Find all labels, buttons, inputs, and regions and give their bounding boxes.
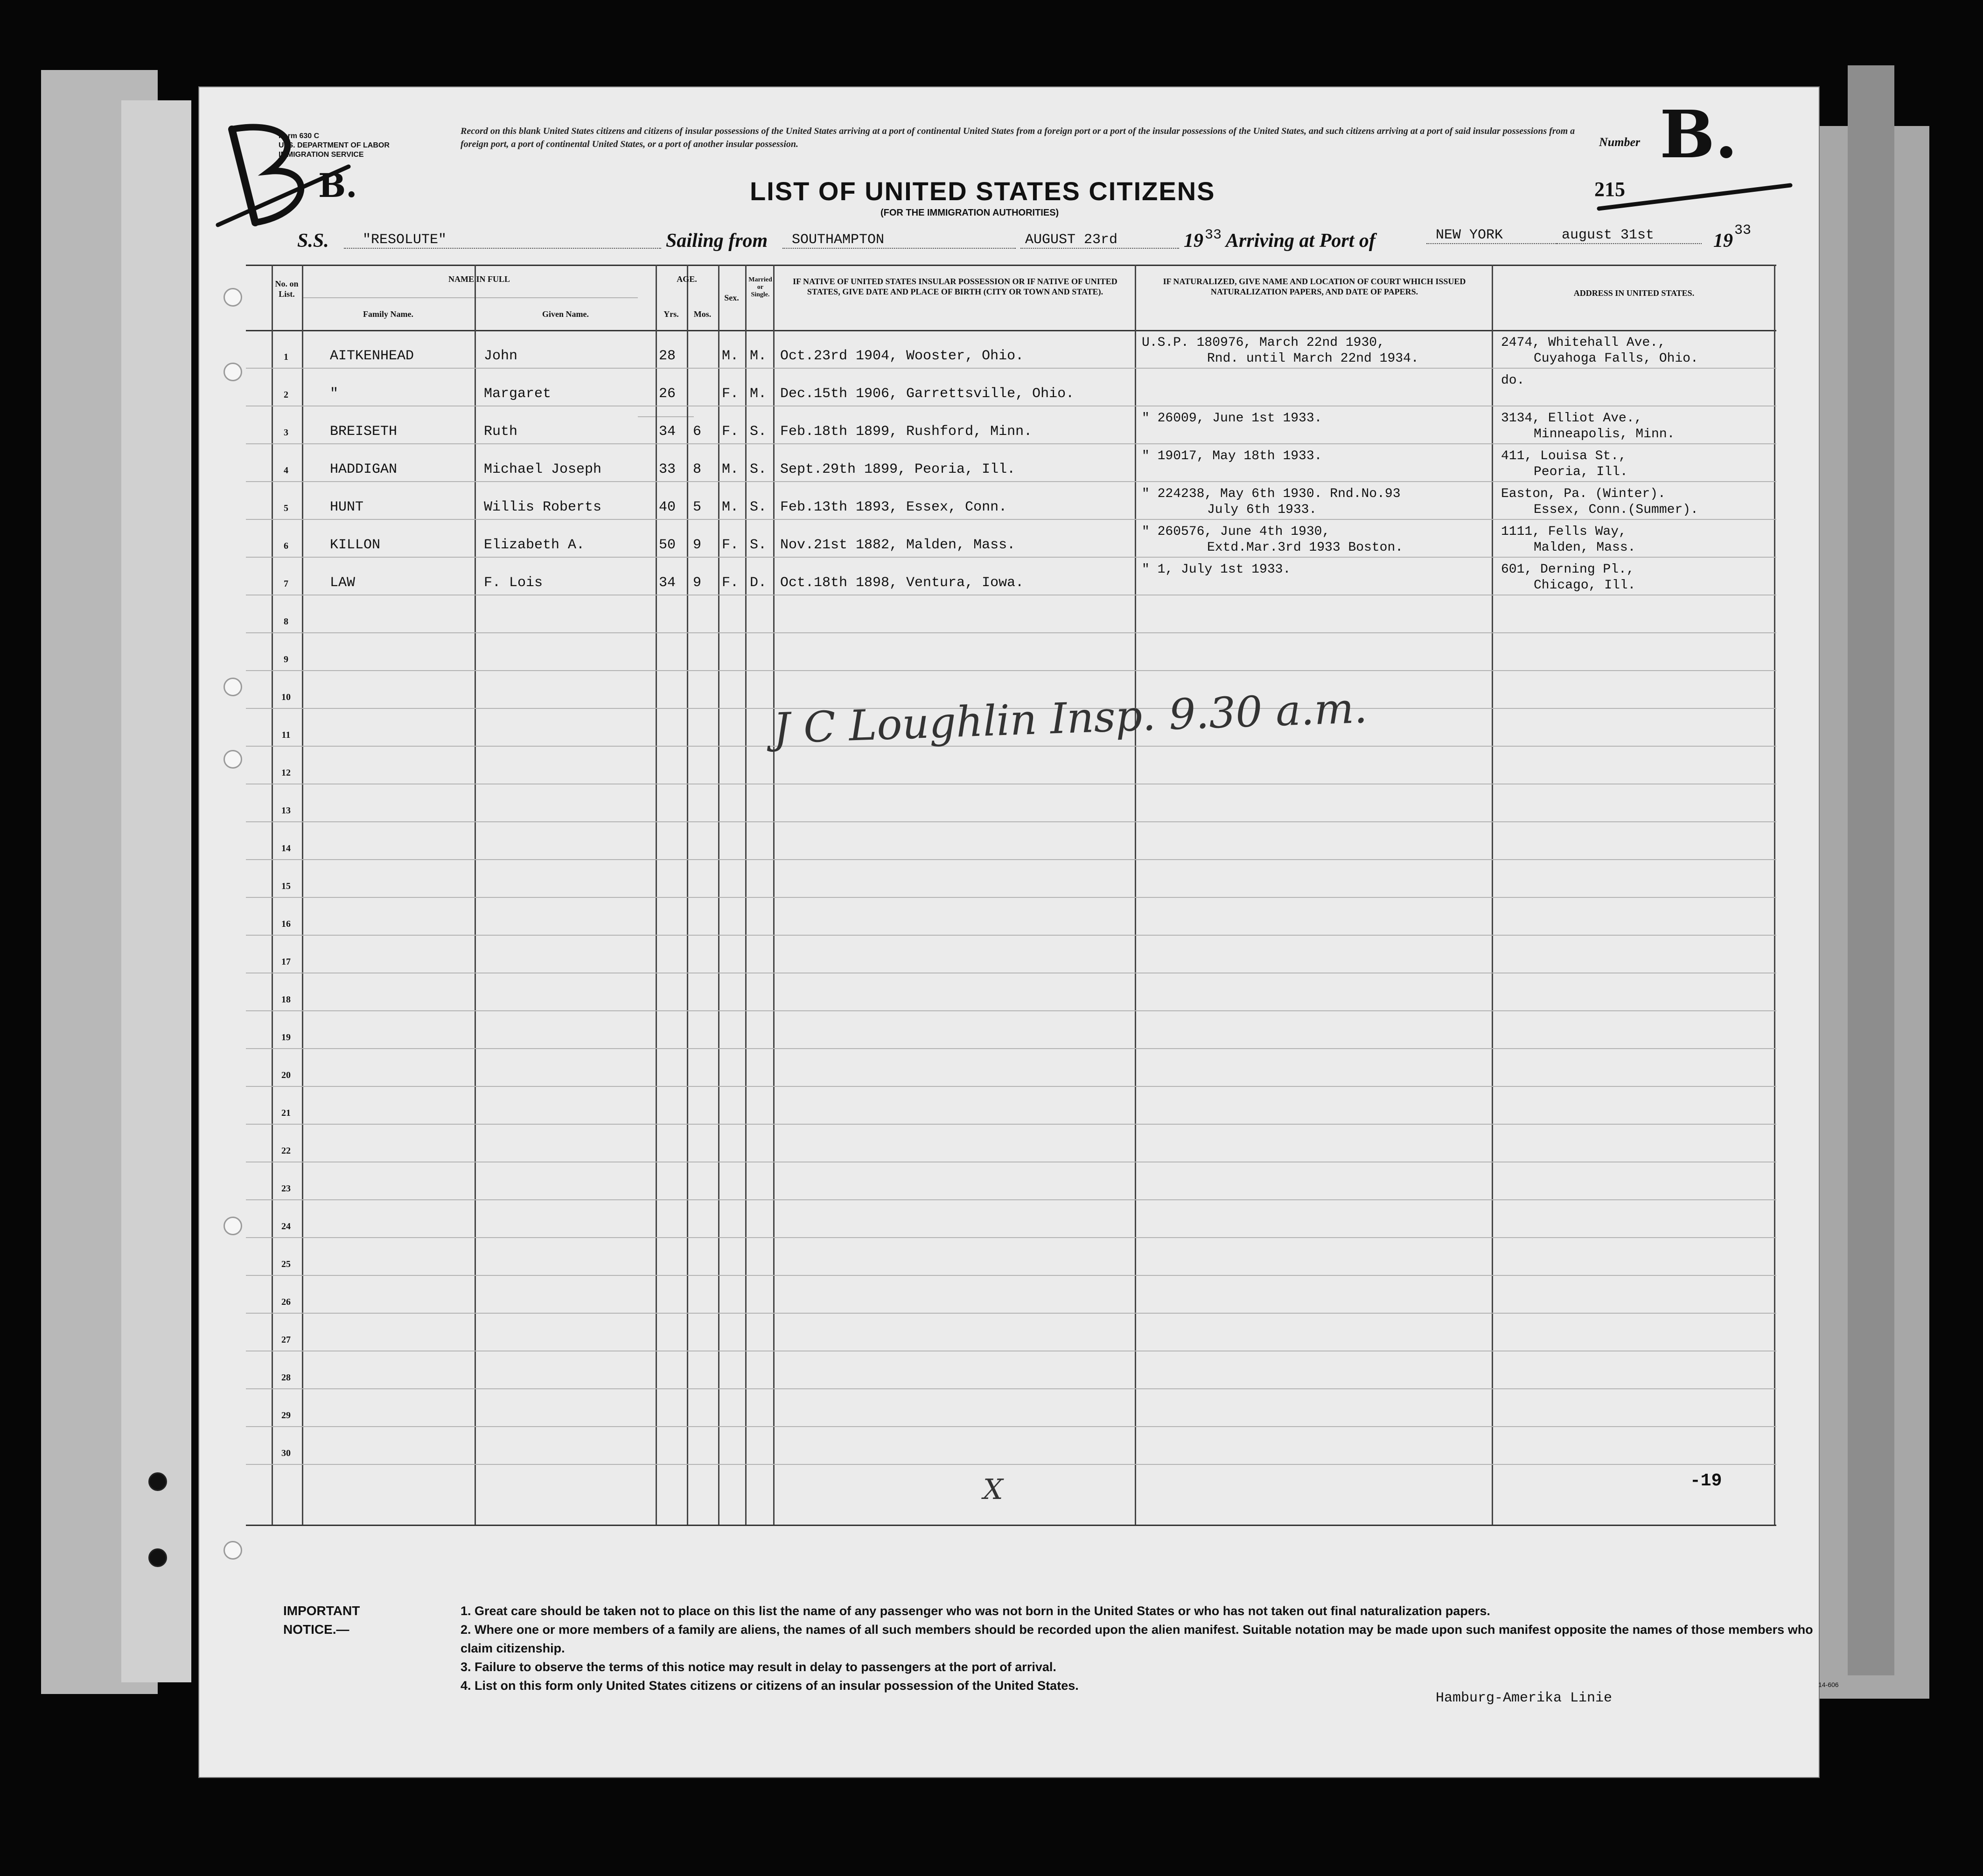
row-rule <box>246 632 1776 633</box>
row-number: 26 <box>281 1297 291 1307</box>
number-label: Number <box>1599 135 1641 149</box>
year-prefix: 19 <box>1184 230 1203 252</box>
sail-date: AUGUST 23rd <box>1020 232 1179 249</box>
ship-name: "RESOLUTE" <box>344 232 661 249</box>
ship-company: Hamburg-Amerika Linie <box>1436 1690 1613 1706</box>
row-number: 29 <box>281 1410 291 1421</box>
age-months-cell: 5 <box>693 499 702 515</box>
row-rule <box>246 746 1776 747</box>
family-name-cell: BREISETH <box>330 424 398 440</box>
punch-hole <box>223 288 242 307</box>
binder-hole <box>148 1472 167 1491</box>
arriving-label: Arriving at Port of <box>1226 230 1376 252</box>
family-name-cell: KILLON <box>330 537 381 553</box>
page-code: 14-606 <box>1818 1681 1839 1688</box>
header-address: ADDRESS IN UNITED STATES. <box>1573 288 1695 298</box>
address-line2-cell: Essex, Conn.(Summer). <box>1534 503 1698 517</box>
row-number: 5 <box>284 503 288 513</box>
row-number: 15 <box>281 881 291 891</box>
row-rule <box>246 443 1776 444</box>
sex-cell: M. <box>722 348 739 364</box>
header-married: Married or Single. <box>748 276 772 298</box>
header-name-in-full: NAME IN FULL <box>448 274 510 284</box>
binder-hole <box>148 1548 167 1567</box>
page-number: -19 <box>1690 1471 1722 1491</box>
row-number: 25 <box>281 1259 291 1269</box>
header-naturalized: IF NATURALIZED, GIVE NAME AND LOCATION OF COURT WHICH ISSUED NATURALIZATION PAPERS, AND DATE OF PAPERS. <box>1163 277 1466 296</box>
row-number: 14 <box>281 843 291 854</box>
birth-cell: Oct.18th 1898, Ventura, Iowa. <box>780 575 1024 591</box>
marital-status-cell: S. <box>750 462 767 477</box>
row-number: 2 <box>284 390 288 400</box>
naturalization-cell-line2: Rnd. until March 22nd 1934. <box>1207 351 1419 366</box>
underlying-page-left-2 <box>121 100 191 1682</box>
col-rule <box>656 265 657 1525</box>
age-years-cell: 28 <box>659 348 676 364</box>
given-name-cell: Willis Roberts <box>484 499 602 515</box>
row-rule <box>246 1237 1776 1238</box>
col-rule <box>745 265 747 1525</box>
given-name-cell: Margaret <box>484 386 552 402</box>
row-rule <box>246 821 1776 822</box>
given-name-cell: John <box>484 348 518 364</box>
header-mos: Mos. <box>693 309 712 319</box>
arrive-date: august 31st <box>1557 227 1702 244</box>
inspector-signature: J C Loughlin Insp. 9.30 a.m. <box>772 683 1368 754</box>
address-line2-cell: Minneapolis, Minn. <box>1534 427 1675 441</box>
corner-mark-text: B. <box>318 166 357 205</box>
punch-hole <box>223 363 242 381</box>
row-number: 16 <box>281 919 291 929</box>
row-number: 20 <box>281 1070 291 1080</box>
row-rule <box>246 897 1776 898</box>
naturalization-cell: U.S.P. 180976, March 22nd 1930, <box>1142 336 1385 350</box>
birth-cell: Sept.29th 1899, Peoria, Ill. <box>780 462 1016 477</box>
row-rule <box>246 859 1776 860</box>
row-number: 30 <box>281 1448 291 1458</box>
age-years-cell: 33 <box>659 462 676 477</box>
age-months-cell: 9 <box>693 575 702 591</box>
row-number: 6 <box>284 541 288 551</box>
col-rule <box>687 265 688 1525</box>
col-rule <box>1492 265 1493 1525</box>
col-rule <box>773 265 775 1525</box>
header-family-name: Family Name. <box>363 309 413 319</box>
row-rule <box>246 935 1776 936</box>
sex-cell: M. <box>722 499 739 515</box>
cross-mark: X <box>983 1473 1003 1506</box>
naturalization-cell: " 224238, May 6th 1930. Rnd.No.93 <box>1142 487 1401 501</box>
form-number: Form 630 C <box>279 132 320 140</box>
row-rule <box>246 519 1776 520</box>
header-birth: IF NATIVE OF UNITED STATES INSULAR POSSESSION OR IF NATIVE OF UNITED STATES, GIVE DATE AND PLACE OF BIRTH (CITY OR TOWN AND STATE). <box>793 277 1117 296</box>
notice-items <box>461 1602 1814 1695</box>
naturalization-cell-line2: Extd.Mar.3rd 1933 Boston. <box>1207 540 1403 555</box>
given-name-cell: Ruth <box>484 424 518 440</box>
naturalization-cell: " 26009, June 1st 1933. <box>1142 411 1322 426</box>
header-no: No. on List. <box>275 279 299 299</box>
punch-hole <box>223 750 242 769</box>
punch-hole <box>223 1217 242 1235</box>
address-line1-cell: Easton, Pa. (Winter). <box>1501 487 1666 501</box>
department: U. S. DEPARTMENT OF LABOR <box>279 141 390 149</box>
row-rule <box>246 1010 1776 1011</box>
form-title: LIST OF UNITED STATES CITIZENS <box>750 176 1215 206</box>
col-rule <box>1135 265 1136 1525</box>
row-number: 7 <box>284 579 288 589</box>
row-rule <box>246 1048 1776 1049</box>
address-line1-cell: 601, Derning Pl., <box>1501 562 1634 577</box>
voyage-line <box>279 223 1772 258</box>
row-rule <box>246 1426 1776 1427</box>
age-months-cell: 6 <box>693 424 702 440</box>
sailing-from-label: Sailing from <box>666 230 768 252</box>
row-rule <box>246 368 1776 369</box>
row-number: 24 <box>281 1221 291 1232</box>
row-number: 22 <box>281 1146 291 1156</box>
col-rule <box>1774 265 1775 1525</box>
row-rule <box>246 1199 1776 1200</box>
sex-cell: F. <box>722 386 739 402</box>
row-rule <box>246 1275 1776 1276</box>
given-name-cell: F. Lois <box>484 575 543 591</box>
notice-item: 2. Where one or more members of a family are aliens, the names of all such members should be recorded upon the alien manifest. Suitable notation may be made upon such manifest opposite the names of those members who claim citizenship. <box>461 1623 1813 1655</box>
arrive-year: 33 <box>1734 223 1752 238</box>
notice-item: 3. Failure to observe the terms of this notice may result in delay to passengers at the port of arrival. <box>461 1660 1056 1674</box>
passenger-table <box>246 265 1776 1525</box>
row-number: 19 <box>281 1032 291 1043</box>
birth-cell: Nov.21st 1882, Malden, Mass. <box>780 537 1016 553</box>
marital-status-cell: S. <box>750 537 767 553</box>
marital-status-cell: S. <box>750 424 767 440</box>
family-name-cell: AITKENHEAD <box>330 348 414 364</box>
birth-cell: Feb.18th 1899, Rushford, Minn. <box>780 424 1033 440</box>
row-rule <box>246 670 1776 671</box>
naturalization-cell: " 1, July 1st 1933. <box>1142 562 1291 577</box>
row-rule <box>246 1124 1776 1125</box>
age-years-cell: 34 <box>659 575 676 591</box>
address-line1-cell: 3134, Elliot Ave., <box>1501 411 1642 426</box>
row-rule <box>246 1313 1776 1314</box>
manifest-form <box>198 86 1839 1778</box>
address-line1-cell: 411, Louisa St., <box>1501 449 1627 463</box>
port-from: SOUTHAMPTON <box>782 232 1016 249</box>
header-sex: Sex. <box>724 293 739 302</box>
row-rule <box>246 1464 1776 1465</box>
age-header-rule <box>638 416 694 417</box>
marital-status-cell: M. <box>750 348 767 364</box>
given-name-cell: Elizabeth A. <box>484 537 585 553</box>
row-rule <box>246 1086 1776 1087</box>
row-number: 27 <box>281 1335 291 1345</box>
header-given-name: Given Name. <box>542 309 589 319</box>
naturalization-cell: " 19017, May 18th 1933. <box>1142 449 1322 463</box>
age-years-cell: 26 <box>659 386 676 402</box>
row-number: 8 <box>284 616 288 627</box>
address-line1-cell: 1111, Fells Way, <box>1501 525 1627 539</box>
address-line2-cell: Malden, Mass. <box>1534 540 1636 555</box>
underlying-page-right-2 <box>1848 65 1894 1675</box>
corner-mark-b <box>204 115 358 232</box>
sex-cell: F. <box>722 424 739 440</box>
row-number: 9 <box>284 654 288 665</box>
col-rule <box>302 265 303 1525</box>
col-rule <box>718 265 719 1525</box>
row-number: 17 <box>281 957 291 967</box>
table-bottom-rule <box>246 1525 1776 1526</box>
given-name-cell: Michael Joseph <box>484 462 602 477</box>
row-rule <box>246 557 1776 558</box>
header-age: AGE. <box>677 274 697 284</box>
row-number: 10 <box>281 692 291 702</box>
row-rule <box>246 481 1776 482</box>
age-years-cell: 50 <box>659 537 676 553</box>
row-number: 12 <box>281 768 291 778</box>
family-name-cell: " <box>330 386 339 402</box>
row-number: 1 <box>284 352 288 362</box>
ss-label: S.S. <box>297 230 329 252</box>
arrive-year-prefix: 19 <box>1713 230 1733 252</box>
address-line2-cell: Chicago, Ill. <box>1534 578 1636 593</box>
header-yrs: Yrs. <box>663 309 679 319</box>
name-header-rule <box>302 297 638 298</box>
punch-hole <box>223 678 242 696</box>
address-line2-cell: Peoria, Ill. <box>1534 465 1628 479</box>
birth-cell: Feb.13th 1893, Essex, Conn. <box>780 499 1007 515</box>
marital-status-cell: S. <box>750 499 767 515</box>
notice-item: 1. Great care should be taken not to place on this list the name of any passenger who was not born in the United States or who has not taken out final naturalization papers. <box>461 1604 1490 1618</box>
age-months-cell: 8 <box>693 462 702 477</box>
row-number: 23 <box>281 1183 291 1194</box>
form-subtitle: (FOR THE IMMIGRATION AUTHORITIES) <box>880 208 1059 218</box>
col-rule <box>475 265 476 1525</box>
sex-cell: F. <box>722 575 739 591</box>
row-number: 18 <box>281 994 291 1005</box>
number-value: B. <box>1660 97 1738 173</box>
family-name-cell: HADDIGAN <box>330 462 398 477</box>
port-to: NEW YORK <box>1426 227 1557 244</box>
age-years-cell: 34 <box>659 424 676 440</box>
marital-status-cell: M. <box>750 386 767 402</box>
row-rule <box>246 1388 1776 1389</box>
family-name-cell: HUNT <box>330 499 364 515</box>
sail-year: 33 <box>1205 227 1222 243</box>
address-line2-cell: Cuyahoga Falls, Ohio. <box>1534 351 1698 366</box>
row-number: 13 <box>281 805 291 816</box>
service: IMMIGRATION SERVICE <box>279 151 364 159</box>
address-line1-cell: do. <box>1501 373 1525 388</box>
birth-cell: Oct.23rd 1904, Wooster, Ohio. <box>780 348 1024 364</box>
punch-hole <box>223 1541 242 1560</box>
row-number: 4 <box>284 465 288 476</box>
row-number: 21 <box>281 1108 291 1118</box>
marital-status-cell: D. <box>750 575 767 591</box>
naturalization-cell-line2: July 6th 1933. <box>1207 503 1317 517</box>
naturalization-cell: " 260576, June 4th 1930, <box>1142 525 1330 539</box>
family-name-cell: LAW <box>330 575 356 591</box>
row-number: 11 <box>281 730 291 740</box>
notice-lead: IMPORTANT NOTICE.— <box>283 1603 360 1637</box>
address-line1-cell: 2474, Whitehall Ave., <box>1501 336 1666 350</box>
row-number: 28 <box>281 1372 291 1383</box>
age-years-cell: 40 <box>659 499 676 515</box>
sex-cell: F. <box>722 537 739 553</box>
age-months-cell: 9 <box>693 537 702 553</box>
birth-cell: Dec.15th 1906, Garrettsville, Ohio. <box>780 386 1075 402</box>
sex-cell: M. <box>722 462 739 477</box>
form-instructions: Record on this blank United States citizens and citizens of insular possessions of the United States arriving at a port of continental United States from a foreign port or a port of the insular possessions of the United States, and such citizens arriving at a port of said insular possessions from a foreign port, a port of continental United States, or a port of another insular possession. <box>461 126 1575 149</box>
row-number: 3 <box>284 427 288 438</box>
serial-number: 215 <box>1594 178 1625 201</box>
notice-item: 4. List on this form only United States citizens or citizens of an insular possession of the United States. <box>461 1679 1079 1693</box>
